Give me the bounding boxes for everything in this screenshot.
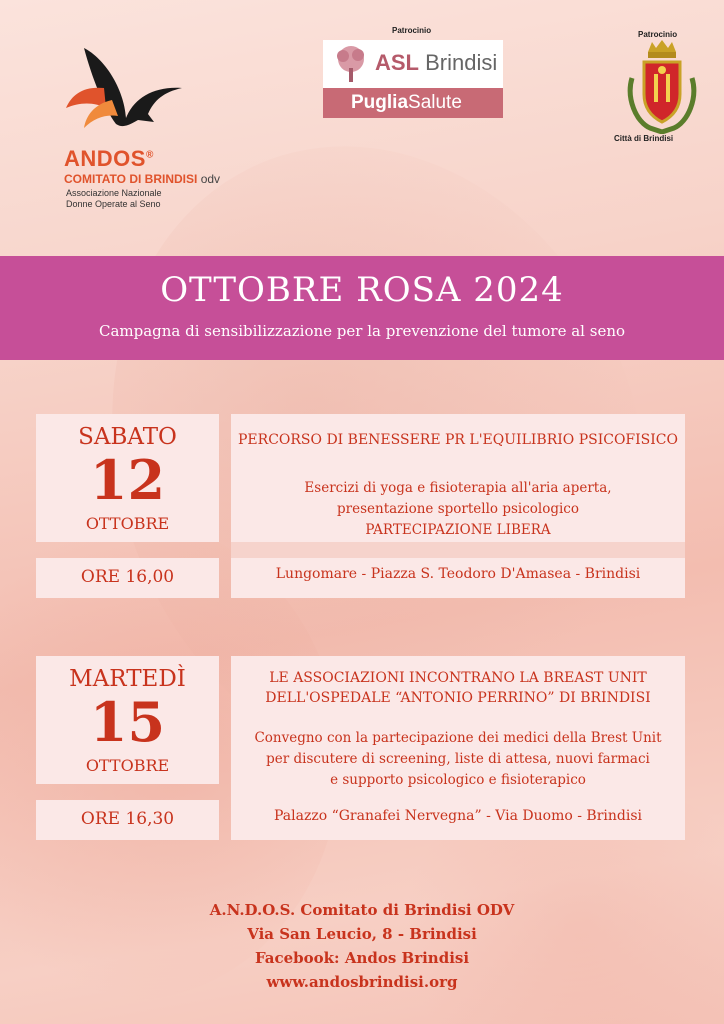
banner-title: OTTOBRE ROSA 2024: [160, 270, 564, 310]
event-weekday: SABATO: [78, 424, 177, 450]
city-coat-of-arms: [622, 38, 702, 138]
divider: [231, 542, 685, 558]
event-location: Palazzo “Granafei Nervegna” - Via Duomo - Brindisi: [274, 808, 642, 824]
swallow-bird-icon: [64, 28, 204, 148]
puglia-salute-label: PugliaSalute: [351, 92, 462, 113]
event-day: 15: [89, 690, 166, 754]
event-time-box: [36, 558, 219, 598]
footer-website[interactable]: www.andosbrindisi.org: [266, 973, 458, 991]
event-details-box: [231, 656, 685, 840]
banner-subtitle: Campagna di sensibilizzazione per la prevenzione del tumore al seno: [98, 322, 626, 340]
event-body-line: e supporto psicologico e fisioterapico: [330, 772, 586, 788]
footer-contacts: [0, 898, 724, 994]
event-time: ORE 16,30: [80, 809, 175, 829]
andos-association: Associazione Nazionale Donne Operate al Seno: [66, 188, 162, 209]
event-month: OTTOBRE: [85, 756, 170, 775]
event-day: 12: [89, 448, 166, 512]
event-body-line: Esercizi di yoga e fisioterapia all'aria aperta,: [304, 480, 612, 496]
title-banner: [0, 256, 724, 360]
asl-brindisi-logo: [323, 40, 503, 120]
event-details-box: [231, 414, 685, 598]
event-body-line: per discutere di screening, liste di attesa, nuovi farmaci: [266, 751, 650, 767]
event-weekday: MARTEDÌ: [69, 666, 186, 692]
coat-of-arms-icon: [622, 38, 702, 134]
event-month: OTTOBRE: [85, 514, 170, 533]
andos-comitato: COMITATO DI BRINDISI odv: [64, 172, 221, 186]
event-body-line: Convegno con la partecipazione dei medici della Brest Unit: [254, 730, 662, 746]
event-title-line: DELL'OSPEDALE “ANTONIO PERRINO” DI BRINDISI: [265, 690, 651, 706]
tree-icon: [331, 44, 371, 84]
event-time: ORE 16,00: [80, 567, 175, 587]
event-date-box: [36, 656, 219, 784]
event-body-line: PARTECIPAZIONE LIBERA: [365, 522, 551, 538]
event-body-line: presentazione sportello psicologico: [337, 501, 579, 517]
footer-address: Via San Leucio, 8 - Brindisi: [247, 925, 477, 943]
event-location: Lungomare - Piazza S. Teodoro D'Amasea - Brindisi: [275, 566, 641, 582]
andos-name: ANDOS®: [64, 146, 154, 171]
footer-org: A.N.D.O.S. Comitato di Brindisi ODV: [209, 901, 515, 919]
city-patrocinio-label: Patrocinio: [638, 30, 678, 39]
asl-name: ASL Brindisi: [375, 50, 498, 75]
city-label: Città di Brindisi: [614, 134, 674, 143]
event-date-box: [36, 414, 219, 542]
event-title-line: PERCORSO DI BENESSERE PR L'EQUILIBRIO PSICOFISICO: [238, 432, 678, 448]
asl-patrocinio-label: Patrocinio: [392, 26, 432, 35]
andos-logo: [54, 28, 224, 218]
event-title-line: LE ASSOCIAZIONI INCONTRANO LA BREAST UNIT: [269, 670, 647, 686]
footer-facebook: Facebook: Andos Brindisi: [254, 949, 470, 967]
event-time-box: [36, 800, 219, 840]
